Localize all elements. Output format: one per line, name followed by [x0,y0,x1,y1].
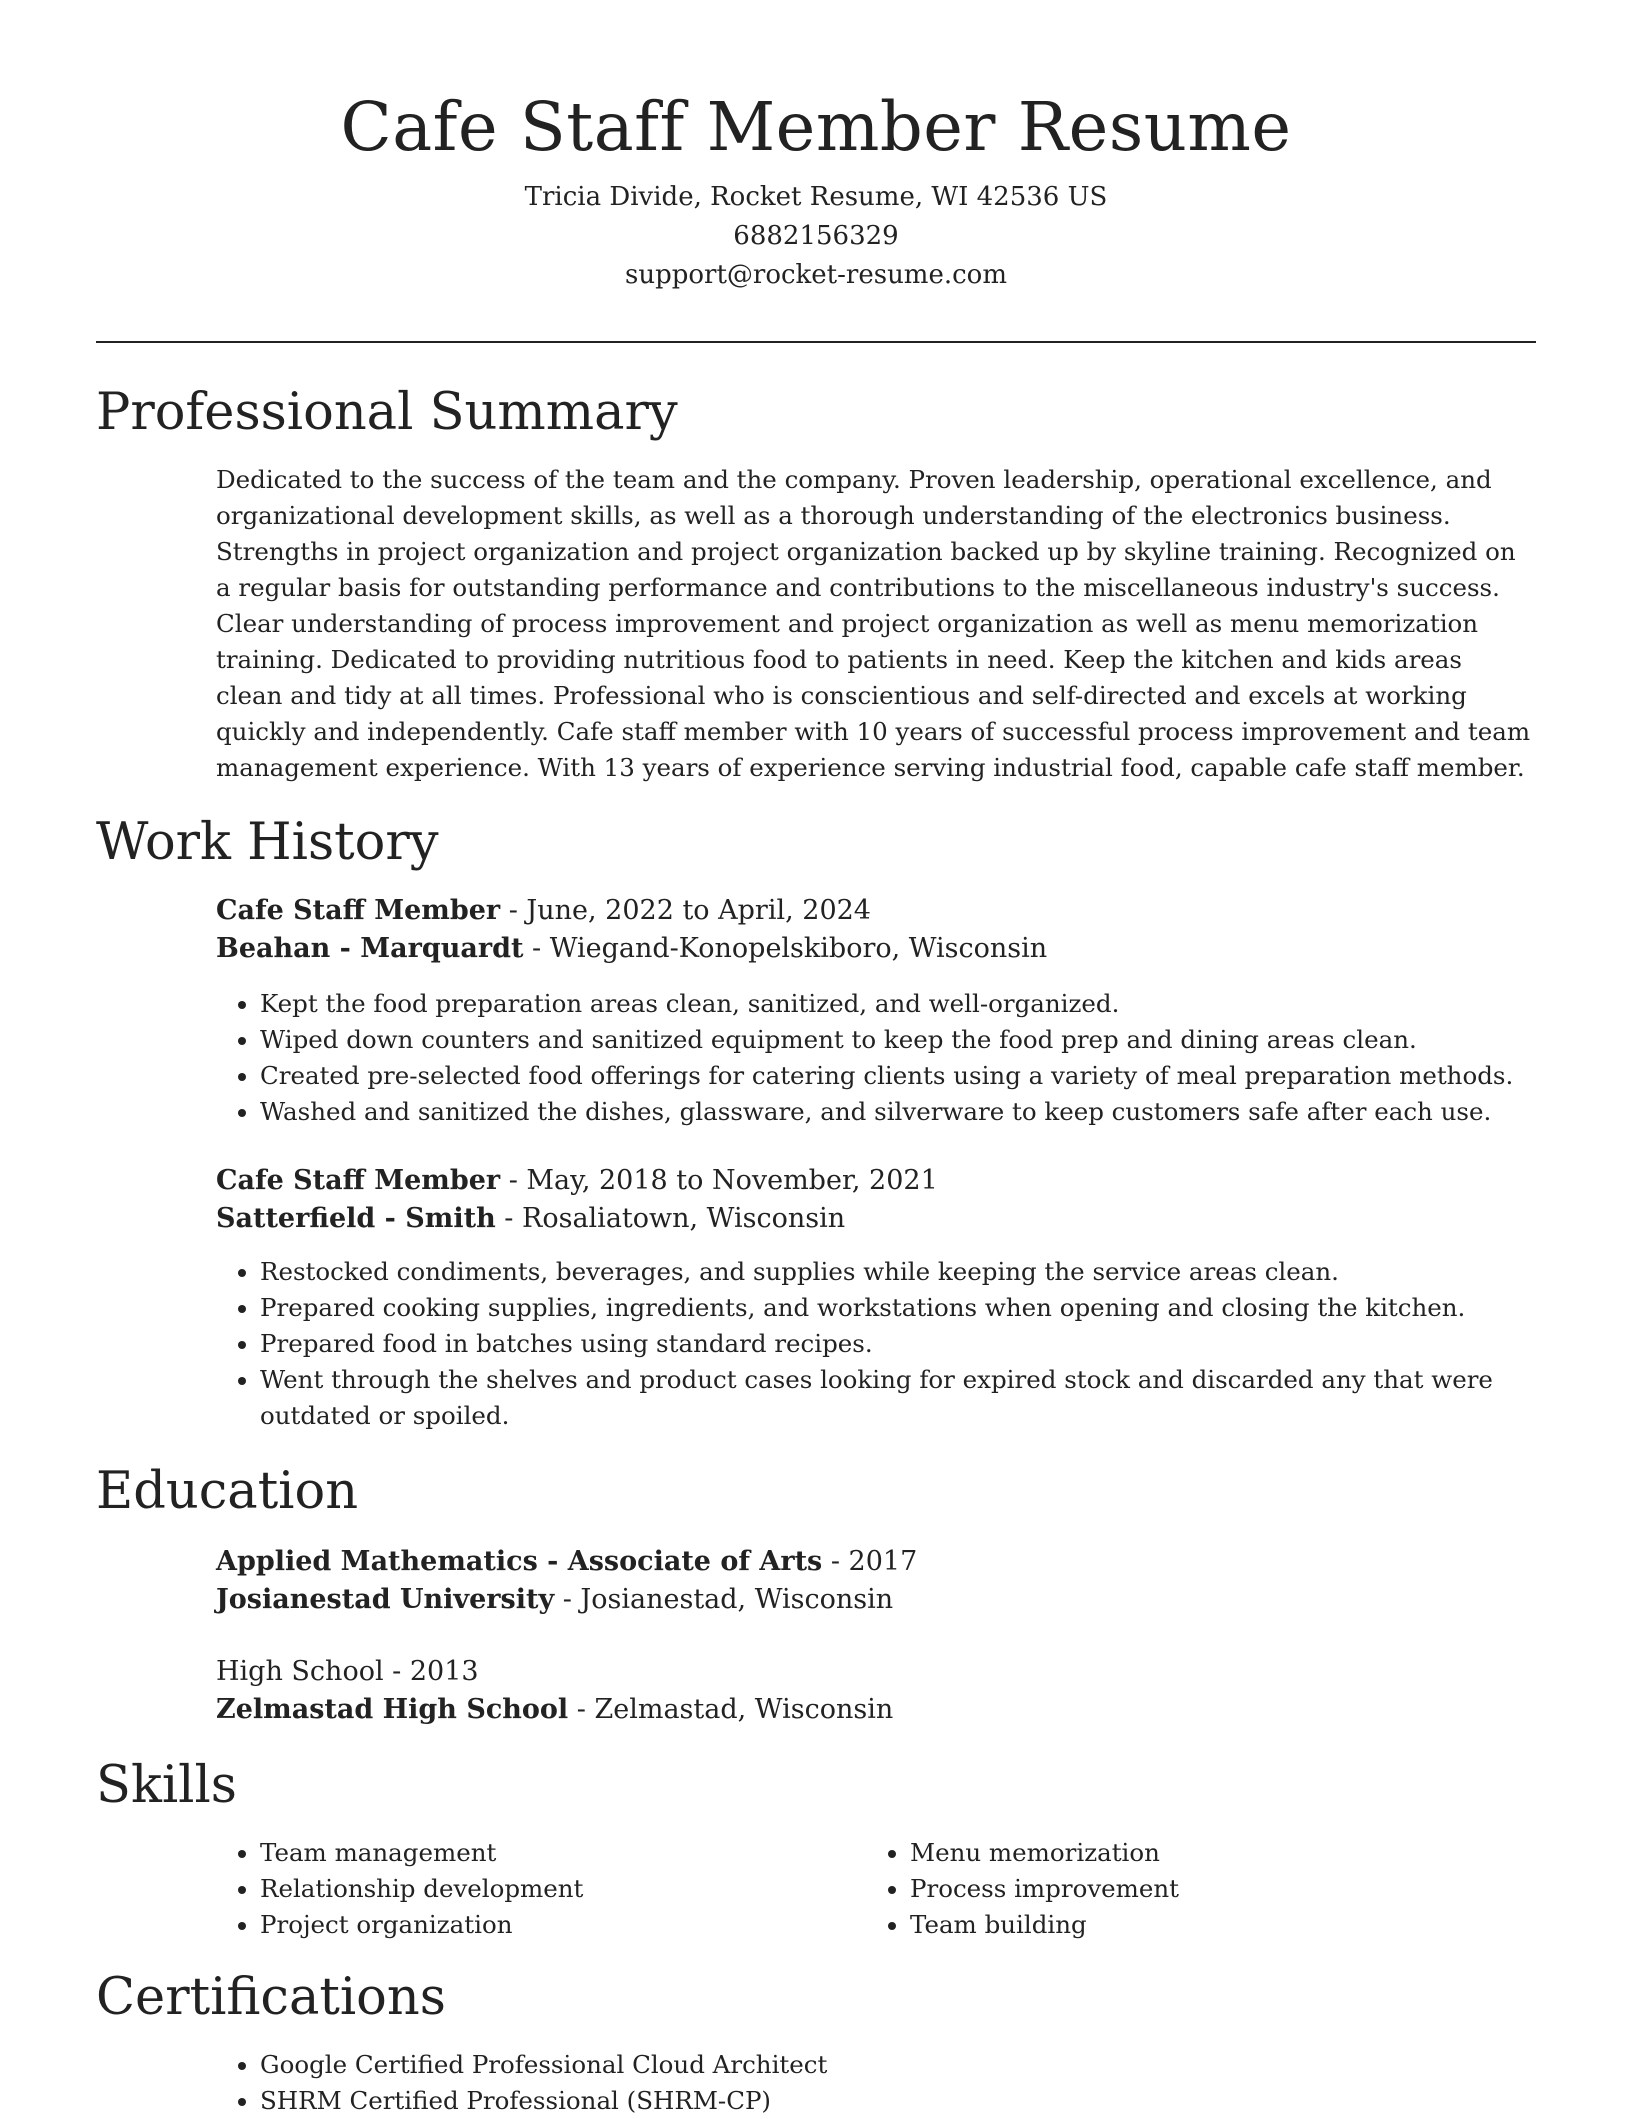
section-title-skills: Skills [96,1756,237,1815]
header-divider [96,341,1536,343]
education-year: High School - 2013 [216,1656,479,1687]
skills-list [216,1835,816,1943]
job-duties-list [216,986,1536,1130]
job-location: - Rosaliatown, Wisconsin [495,1203,846,1234]
job-dates: - June, 2022 to April, 2024 [500,895,871,926]
education-entry [216,1543,1536,1619]
resume-header [96,82,1536,295]
contact-phone: 6882156329 [733,221,899,251]
skill-item: • Project organization [260,1907,816,1943]
job-duties-list [216,1254,1536,1434]
job-dates: - May, 2018 to November, 2021 [500,1165,938,1196]
section-title-education: Education [96,1462,359,1521]
job-entry [216,892,1536,1130]
section-title-summary: Professional Summary [96,383,678,442]
education-year: - 2017 [822,1546,918,1577]
resume-title: Cafe Staff Member Resume [340,88,1292,166]
skills-column-left [216,1835,816,1943]
certification-item: • SHRM Certified Professional (SHRM-CP) [260,2083,1536,2119]
job-location: - Wiegand-Konopelskiboro, Wisconsin [523,933,1048,964]
education-degree: Applied Mathematics - Associate of Arts [216,1546,823,1577]
contact-email: support@rocket-resume.com [624,260,1007,290]
job-duty: • Went through the shelves and product cases looking for expired stock and discarded any that were outdated or spoiled. [260,1362,1536,1434]
education-degree-line [216,1653,1536,1691]
job-duty: • Prepared food in batches using standard recipes. [260,1326,1536,1362]
contact-address: Tricia Divide, Rocket Resume, WI 42536 US [524,182,1108,212]
job-duty: • Restocked condiments, beverages, and supplies while keeping the service areas clean. [260,1254,1536,1290]
certification-item: • Google Certified Professional Cloud Architect [260,2047,1536,2083]
job-duty: • Created pre-selected food offerings for catering clients using a variety of meal preparation methods. [260,1058,1536,1094]
education-degree-line [216,1543,1536,1581]
certifications-block [216,2047,1536,2119]
job-position: Cafe Staff Member [216,1165,501,1196]
section-title-certifications: Certifications [96,1968,446,2027]
education-school: Zelmastad High School [216,1694,569,1725]
skill-item: • Process improvement [910,1871,1466,1907]
job-duty: • Washed and sanitized the dishes, glassware, and silverware to keep customers safe after each use. [260,1094,1536,1130]
job-title-line [216,892,1536,930]
education-entry [216,1653,1536,1729]
job-company-line [216,930,1536,968]
education-school-line [216,1691,1536,1729]
job-company-line [216,1200,1536,1238]
job-duty: • Prepared cooking supplies, ingredients, and workstations when opening and closing the kitchen. [260,1290,1536,1326]
skills-list [866,1835,1466,1943]
skill-item: • Relationship development [260,1871,816,1907]
job-duty: • Kept the food preparation areas clean, sanitized, and well-organized. [260,986,1536,1022]
skill-item: • Menu memorization [910,1835,1466,1871]
summary-text: Dedicated to the success of the team and the company. Proven leadership, operational excellence, and organizational development skills, as well as a thorough understanding of the electronics business. Strengths in project organization and project organization backed up by skyline training. Recognized on a regular basis for outstanding performance and contributions to the miscellaneous industry's success. Clear understanding of process improvement and project organization as well as menu memorization training. Dedicated to providing nutritious food to patients in need. Keep the kitchen and kids areas clean and tidy at all times. Professional who is conscientious and self-directed and excels at working quickly and independently. Cafe staff member with 10 years of successful process improvement and team management experience. With 13 years of experience serving industrial food, capable cafe staff member. [216,465,1531,782]
job-entry [216,1162,1536,1434]
certifications-list [216,2047,1536,2119]
job-duty: • Wiped down counters and sanitized equipment to keep the food prep and dining areas clean. [260,1022,1536,1058]
education-school-line [216,1581,1536,1619]
job-company: Satterfield - Smith [216,1203,496,1234]
skills-column-right [866,1835,1466,1943]
section-title-work-history: Work History [96,813,439,872]
skill-item: • Team building [910,1907,1466,1943]
contact-block [96,178,1536,295]
skill-item: • Team management [260,1835,816,1871]
job-position: Cafe Staff Member [216,895,501,926]
job-company: Beahan - Marquardt [216,933,524,964]
education-school: Josianestad University [216,1584,555,1615]
education-location: - Zelmastad, Wisconsin [568,1694,894,1725]
education-location: - Josianestad, Wisconsin [554,1584,894,1615]
job-title-line [216,1162,1536,1200]
